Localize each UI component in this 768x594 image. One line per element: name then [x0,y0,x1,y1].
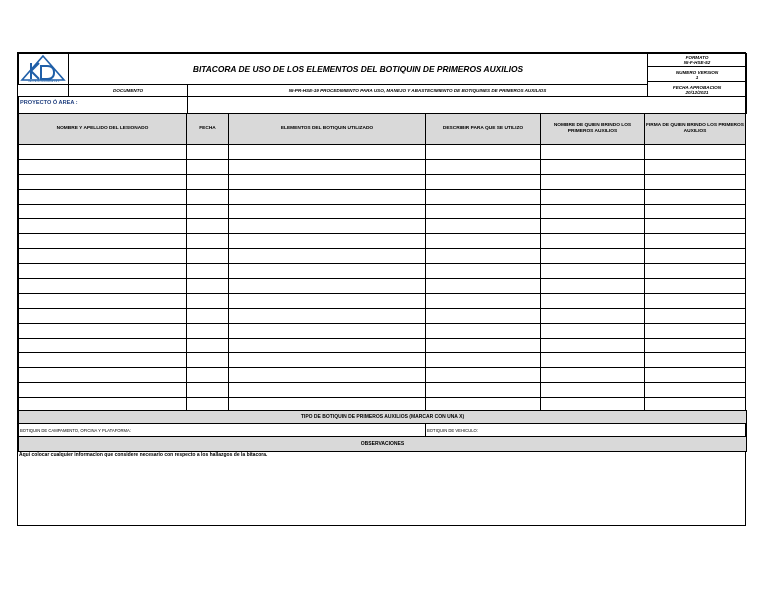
table-cell[interactable] [541,353,645,368]
table-cell[interactable] [541,189,645,204]
table-cell[interactable] [187,368,229,383]
table-row [19,204,746,219]
column-header-firma: FIRMA DE QUIEN BRINDO LOS PRIMEROS AUXILIOS [645,114,746,145]
table-cell[interactable] [187,383,229,398]
table-cell[interactable] [645,189,746,204]
project-label: PROYECTO Ó AREA : [20,100,78,106]
table-row [19,323,746,338]
documento-value: NI-PR-HSE-19 PROCEDIMIENTO PARA USO, MANEJO Y ABASTECIMIENTO DE BOTIQUINES DE PRIMEROS AUXILIOS [187,84,648,97]
table-cell[interactable] [187,189,229,204]
table-cell[interactable] [541,159,645,174]
table-row [19,264,746,279]
company-logo-icon [19,54,68,84]
table-cell[interactable] [19,174,187,189]
table-cell[interactable] [19,234,187,249]
table-cell[interactable] [426,383,541,398]
table-cell[interactable] [541,264,645,279]
table-cell[interactable] [541,293,645,308]
table-row [19,249,746,264]
table-row [19,279,746,294]
table-row [19,338,746,353]
table-row [19,189,746,204]
table-cell[interactable] [426,219,541,234]
table-cell[interactable] [426,368,541,383]
table-cell[interactable] [19,219,187,234]
table-cell[interactable] [541,145,645,160]
table-cell[interactable] [229,234,426,249]
table-cell[interactable] [19,189,187,204]
logo-cell [18,53,69,85]
table-cell[interactable] [187,234,229,249]
table-cell[interactable] [645,145,746,160]
observaciones-field[interactable] [18,451,745,525]
table-cell[interactable] [229,219,426,234]
table-cell[interactable] [426,353,541,368]
table-cell[interactable] [426,189,541,204]
table-cell[interactable] [187,159,229,174]
table-cell[interactable] [541,249,645,264]
table-cell[interactable] [645,234,746,249]
version-label: NUMERO VERSION [675,70,719,75]
fecha-aprobacion-value: 20/12/2021 [685,90,709,96]
table-cell[interactable] [19,383,187,398]
table-cell[interactable] [541,323,645,338]
table-cell[interactable] [645,279,746,294]
table-cell[interactable] [229,174,426,189]
table-cell[interactable] [229,323,426,338]
project-field[interactable] [187,97,747,113]
table-cell[interactable] [229,264,426,279]
table-cell[interactable] [645,264,746,279]
table-cell[interactable] [19,145,187,160]
table-cell[interactable] [229,159,426,174]
table-cell[interactable] [426,145,541,160]
table-cell[interactable] [426,204,541,219]
table-cell[interactable] [541,204,645,219]
table-cell[interactable] [645,383,746,398]
table-cell[interactable] [19,159,187,174]
fecha-aprobacion-label: FECHA APROBACION [672,85,722,90]
column-header-elementos: ELEMENTOS DEL BOTIQUIN UTILIZADO [229,114,426,145]
table-row [19,293,746,308]
logo-caption: KALLPA DE INGENIERIA S.A.S. [28,81,60,83]
table-cell[interactable] [426,308,541,323]
table-row [19,219,746,234]
table-body [19,145,746,413]
observaciones-text: Aqui colocar cualquier informacion que considere necesario con respecto a los hallazgos de la bitacora. [19,452,268,458]
table-cell[interactable] [645,219,746,234]
table-row [19,383,746,398]
table-cell[interactable] [187,249,229,264]
option-campamento[interactable]: BOTIQUIN DE CAMPAMENTO, OFICINA Y PLATAFORMA: [20,428,131,433]
table-cell[interactable] [19,264,187,279]
tipo-botiquin-header: TIPO DE BOTIQUIN DE PRIMEROS AUXILIOS (MARCAR CON UNA X) [18,410,747,424]
table-cell[interactable] [187,219,229,234]
form-sheet [17,52,746,526]
table-cell[interactable] [645,323,746,338]
table-cell[interactable] [187,279,229,294]
column-header-nombre-brindo: NOMBRE DE QUIEN BRINDO LOS PRIMEROS AUXILIOS [541,114,645,145]
table-cell[interactable] [19,279,187,294]
table-cell[interactable] [187,308,229,323]
column-header-nombre: NOMBRE Y APELLIDO DEL LESIONADO [19,114,187,145]
table-cell[interactable] [645,204,746,219]
table-cell[interactable] [187,293,229,308]
table-cell[interactable] [426,323,541,338]
table-cell[interactable] [426,249,541,264]
table-cell[interactable] [426,234,541,249]
table-row [19,234,746,249]
table-cell[interactable] [541,368,645,383]
formato-value: NI-F-HSE-52 [683,60,711,66]
option-vehiculo[interactable]: BOTIQUIN DE VEHICULO: [427,428,478,433]
table-cell[interactable] [229,189,426,204]
table-cell[interactable] [541,234,645,249]
table-cell[interactable] [426,264,541,279]
table-cell[interactable] [645,308,746,323]
table-cell[interactable] [19,204,187,219]
table-cell[interactable] [19,308,187,323]
table-row [19,353,746,368]
column-header-fecha: FECHA [187,114,229,145]
table-row [19,308,746,323]
table-cell[interactable] [426,293,541,308]
table-cell[interactable] [645,174,746,189]
version-cell [647,66,747,82]
table-cell[interactable] [541,383,645,398]
table-cell[interactable] [229,383,426,398]
column-header-descripcion: DESCRIBIR PARA QUE SE UTILIZO [426,114,541,145]
table-cell[interactable] [187,323,229,338]
table-header-row [19,114,746,145]
table-cell[interactable] [229,353,426,368]
table-cell[interactable] [645,159,746,174]
injury-log-table [18,113,746,413]
table-cell[interactable] [19,323,187,338]
table-cell[interactable] [229,279,426,294]
table-cell[interactable] [645,293,746,308]
table-cell[interactable] [187,204,229,219]
documento-label: DOCUMENTO [68,84,188,97]
table-cell[interactable] [19,368,187,383]
table-cell[interactable] [229,293,426,308]
formato-label: FORMATO [685,55,709,60]
table-cell[interactable] [19,293,187,308]
table-cell[interactable] [426,174,541,189]
table-cell[interactable] [187,174,229,189]
table-cell[interactable] [19,353,187,368]
table-cell[interactable] [541,219,645,234]
table-row [19,159,746,174]
table-row [19,145,746,160]
tipo-botiquin-row [18,423,747,437]
page-title: BITACORA DE USO DE LOS ELEMENTOS DEL BOTIQUIN DE PRIMEROS AUXILIOS [68,53,648,85]
fecha-aprobacion-cell [647,81,747,97]
observaciones-header: OBSERVACIONES [18,436,747,452]
table-cell[interactable] [645,353,746,368]
table-cell[interactable] [541,308,645,323]
table-cell[interactable] [541,174,645,189]
table-cell[interactable] [426,279,541,294]
table-cell[interactable] [426,159,541,174]
version-value: 1 [695,75,699,81]
table-cell[interactable] [19,249,187,264]
table-cell[interactable] [229,308,426,323]
table-cell[interactable] [229,338,426,353]
table-cell[interactable] [229,145,426,160]
table-cell[interactable] [645,249,746,264]
table-cell[interactable] [187,353,229,368]
table-cell[interactable] [187,264,229,279]
table-row [19,174,746,189]
table-cell[interactable] [541,279,645,294]
table-cell[interactable] [187,338,229,353]
table-cell[interactable] [187,145,229,160]
table-cell[interactable] [645,368,746,383]
table-cell[interactable] [229,249,426,264]
table-cell[interactable] [541,338,645,353]
table-cell[interactable] [19,338,187,353]
table-cell[interactable] [645,338,746,353]
table-cell[interactable] [229,204,426,219]
formato-cell [647,53,747,67]
table-row [19,368,746,383]
table-cell[interactable] [229,368,426,383]
table-cell[interactable] [426,338,541,353]
project-row [18,96,747,114]
